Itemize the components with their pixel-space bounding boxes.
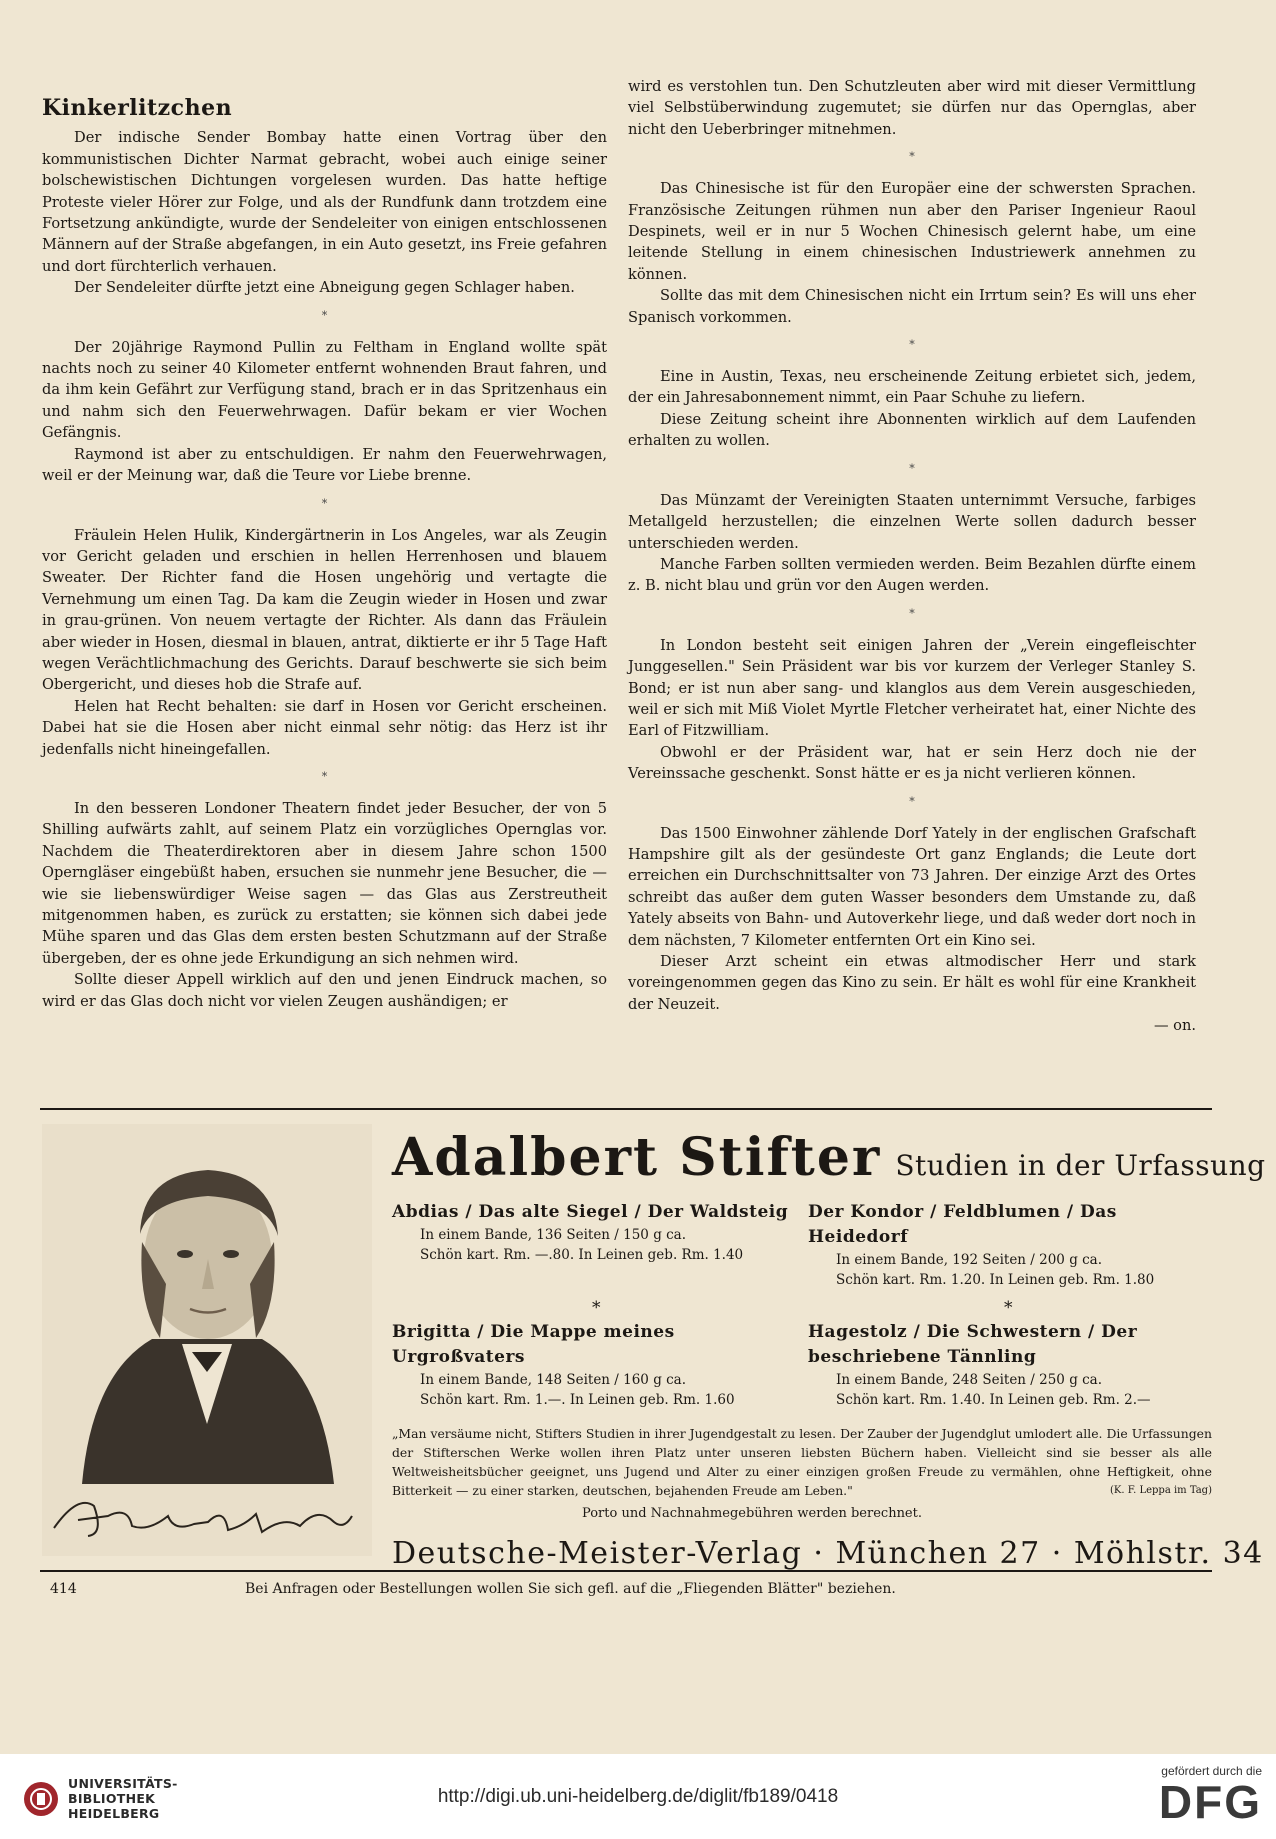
ad-author-name: Adalbert Stifter: [392, 1127, 882, 1188]
separator: *: [321, 769, 328, 783]
paragraph: Der 20jährige Raymond Pullin zu Feltham in England wollte spät nachts noch zu seiner 40 Kilometer entfernt wohnenden Braut fahren, und da ihm kein Gefährt zur Verfügung stand, brach er in das Spritzenhaus ein und nahm sich den Feuerwehrwagen. Dafür bekam er vier Wochen Gefängnis.: [42, 338, 607, 442]
book-details: In einem Bande, 148 Seiten / 160 g ca.: [420, 1372, 687, 1388]
viewer-footer-bar: [0, 1754, 1276, 1839]
paragraph: Der Sendeleiter dürfte jetzt eine Abneigung gegen Schlager haben.: [74, 279, 575, 297]
book-entry: [392, 1200, 802, 1265]
separator: *: [909, 338, 915, 352]
shipping-note: Porto und Nachnahmegebühren werden berechnet.: [582, 1506, 922, 1521]
paragraph: Dieser Arzt scheint ein etwas altmodischer Herr und stark voreingenommen gegen das Kino zu sein. Er hält es wohl für eine Krankheit der Neuzeit.: [628, 953, 1196, 1013]
left-column: [42, 95, 608, 1012]
library-name-line: HEIDELBERG: [68, 1806, 160, 1821]
separator: *: [909, 461, 915, 475]
divider: [40, 1570, 1212, 1572]
portrait-image: [42, 1124, 372, 1556]
separator: *: [909, 794, 915, 808]
review-quote: [392, 1424, 1212, 1500]
book-details: In einem Bande, 248 Seiten / 250 g ca.: [836, 1372, 1103, 1388]
quote-source: (K. F. Leppa im Tag): [1110, 1485, 1212, 1496]
page-url[interactable]: http://digi.ub.uni-heidelberg.de/diglit/fb189/0418: [437, 1786, 839, 1807]
ad-title: [392, 1127, 1266, 1196]
paragraph: In den besseren Londoner Theatern findet jeder Besucher, der von 5 Shilling aufwärts zahlt, auf seinem Platz ein vorzügliches Opernglas vor. Nachdem die Theaterdirektoren aber in diesem Jahre schon 1500 Operngläser eingebüßt haben, ersuchen sie nunmehr jene Besucher, die — wie sie liebenswürdiger Weise sagen — das Glas aus Zerstreutheit mitgenommen haben, es zurück zu erstatten; sie können sich dabei jede Mühe sparen und das Glas dem ersten besten Schutzmann auf der Straße übergeben, der es ohne jede Erkundigung an sich nehmen wird.: [42, 799, 607, 967]
book-title: Der Kondor / Feldblumen / Das Heidedorf: [808, 1202, 1117, 1247]
library-name-line: BIBLIOTHEK: [68, 1791, 156, 1806]
book-price: Schön kart. Rm. —.80. In Leinen geb. Rm. 1.40: [420, 1247, 744, 1263]
paragraph: In London besteht seit einigen Jahren der „Verein eingefleischter Junggesellen." Sein Präsident war bis vor kurzem der Verleger Stanley S. Bond; er ist nun aber sang- und klanglos aus dem Verein ausgeschieden, weil er sich mit Miß Violet Myrtle Fletcher verheiratet hat, einer Nichte des Earl of Fitzwilliam.: [628, 636, 1196, 740]
paragraph: Sollte das mit dem Chinesischen nicht ein Irrtum sein? Es will uns eher Spanisch vorkommen.: [628, 287, 1196, 326]
book-title: Brigitta / Die Mappe meines Urgroßvaters: [392, 1322, 675, 1367]
signature-drawing: [48, 1486, 358, 1546]
paragraph: Eine in Austin, Texas, neu erscheinende Zeitung erbietet sich, jedem, der ein Jahresabonnement nimmt, ein Paar Schuhe zu liefern.: [628, 368, 1196, 407]
book-entry: [392, 1320, 802, 1410]
paragraph: Sollte dieser Appell wirklich auf den und jenen Eindruck machen, so wird er das Glas doch nicht vor vielen Zeugen aushändigen; er: [42, 971, 607, 1010]
article-heading: Kinkerlitzchen: [42, 95, 233, 121]
book-details: In einem Bande, 192 Seiten / 200 g ca.: [836, 1252, 1103, 1268]
funded-by-text: gefördert durch die: [1161, 1764, 1262, 1778]
book-entry: [808, 1320, 1218, 1410]
book-list: [392, 1200, 1212, 1440]
separator: *: [909, 606, 915, 620]
book-advertisement: [392, 1127, 1266, 1571]
quote-text: „Man versäume nicht, Stifters Studien in ihrer Jugendgestalt zu lesen. Der Zauber der Jugendglut umlodert alle. Die Urfassungen der Stifterschen Werke wollen ihren Platz unter unseren liebsten Büchern haben. Vielleicht sind sie besser als alle Weltweisheitsbücher geeignet, uns Jugend und Alter zu einer einzigen großen Freude zu vermählen, ohne Heftigkeit, ohne Bitterkeit — zu einer starken, deutschen, bejahenden Freude am Leben.": [392, 1426, 1212, 1498]
paragraph: Das Münzamt der Vereinigten Staaten unternimmt Versuche, farbiges Metallgeld herzustellen; die einzelnen Werte sollen dadurch besser unterschieden werden.: [628, 491, 1196, 552]
separator: *: [1004, 1298, 1013, 1318]
separator: *: [909, 150, 915, 164]
ad-subtitle: Studien in der Urfassung: [895, 1149, 1266, 1182]
book-details: In einem Bande, 136 Seiten / 150 g ca.: [420, 1227, 687, 1243]
page-number: 414: [50, 1581, 77, 1597]
divider: [40, 1108, 1212, 1110]
paragraph: Das 1500 Einwohner zählende Dorf Yately in der englischen Grafschaft Hampshire gilt als der gesündeste Ort ganz Englands; die Leute dort erreichen ein Durchschnittsalter von 73 Jahren. Der einzige Arzt des Ortes schreibt das außer dem guten Wasser besonders dem Umstande zu, daß Yately abseits von Bahn- und Autoverkehr liege, und daß weder dort noch in dem nächsten, 7 Kilometer entfernten Ort ein Kino sei.: [628, 824, 1196, 949]
paragraph: Das Chinesische ist für den Europäer eine der schwersten Sprachen. Französische Zeitungen rühmen nun aber den Pariser Ingenieur Raoul Despinets, weil er in nur 5 Wochen Chinesisch gelernt habe, um eine leitende Stellung in einem chinesischen Industriewerk annehmen zu können.: [628, 180, 1196, 283]
paragraph: Diese Zeitung scheint ihre Abonnenten wirklich auf dem Laufenden erhalten zu wollen.: [628, 410, 1196, 450]
paragraph: Manche Farben sollten vermieden werden. Beim Bezahlen dürfte einem z. B. nicht blau und grün vor den Augen werden.: [628, 555, 1196, 595]
paragraph: Helen hat Recht behalten: sie darf in Hosen vor Gericht erscheinen. Dabei hat sie die Hosen aber nicht einmal sehr nötig: das Herz ist ihr jedenfalls nicht hineingefallen.: [42, 697, 607, 758]
book-entry: [808, 1200, 1218, 1290]
publisher-address: Deutsche-Meister-Verlag · München 27 · Möhlstr. 34: [392, 1536, 1264, 1571]
book-price: Schön kart. Rm. 1.40. In Leinen geb. Rm. 2.—: [836, 1392, 1151, 1408]
paragraph: Raymond ist aber zu entschuldigen. Er nahm den Feuerwehrwagen, weil er der Meinung war, daß die Teure vor Liebe brenne.: [42, 445, 607, 485]
book-price: Schön kart. Rm. 1.20. In Leinen geb. Rm. 1.80: [836, 1272, 1155, 1288]
funder-logo[interactable]: [1159, 1764, 1262, 1826]
dfg-logo: DFG: [1158, 1776, 1262, 1828]
book-title: Abdias / Das alte Siegel / Der Waldsteig: [392, 1202, 789, 1222]
separator: *: [321, 496, 328, 510]
author-signature: — on.: [1153, 1017, 1196, 1035]
paragraph: Obwohl er der Präsident war, hat er sein Herz doch nie der Vereinssache geschenkt. Sonst hätte er es ja nicht verlieren können.: [628, 743, 1196, 783]
separator: *: [592, 1298, 601, 1318]
book-title: Hagestolz / Die Schwestern / Der beschriebene Tännling: [808, 1322, 1138, 1367]
book-price: Schön kart. Rm. 1.—. In Leinen geb. Rm. 1.60: [420, 1392, 735, 1408]
paragraph: Der indische Sender Bombay hatte einen Vortrag über den kommunistischen Dichter Narmat gebracht, wobei auch einige seiner bolschewistischen Dichtungen vorgelesen wurden. Das hatte heftige Proteste vieler Hörer zur Folge, und als der Rundfunk dann trotzdem eine Fortsetzung ankündigte, wurde der Sendeleiter von einigen entschlossenen Männern auf der Straße abgefangen, in ein Auto gesetzt, ins Freie gefahren und dort fürchterlich verhauen.: [42, 129, 608, 275]
paragraph: Fräulein Helen Hulik, Kindergärtnerin in Los Angeles, war als Zeugin vor Gericht geladen und erschien in hellen Herrenhosen und blauem Sweater. Der Richter fand die Hosen ungehörig und vertagte die Vernehmung um einen Tag. Da kam die Zeugin wieder in Hosen und zwar in grau-grünen. Von neuem vertagte der Richter. Als dann das Fräulein aber wieder in Hosen, diesmal in blauen, antrat, diktierte er ihr 5 Tage Haft wegen Verächtlichmachung des Gerichts. Darauf beschwerte sie sich beim Obergericht, und dieses hob die Strafe auf.: [42, 526, 607, 694]
library-name-line: UNIVERSITÄTS-: [68, 1776, 178, 1791]
right-column: [628, 76, 1196, 1037]
footer-note: Bei Anfragen oder Bestellungen wollen Sie sich gefl. auf die „Fliegenden Blätter" beziehen.: [245, 1581, 896, 1597]
separator: *: [321, 308, 328, 322]
author-signature-handwritten: [48, 1486, 368, 1550]
paragraph: wird es verstohlen tun. Den Schutzleuten aber wird mit dieser Vermittlung viel Selbstüberwindung zugemutet; sie dürfen nur das Opernglas, aber nicht den Ueberbringer mitnehmen.: [628, 78, 1196, 138]
